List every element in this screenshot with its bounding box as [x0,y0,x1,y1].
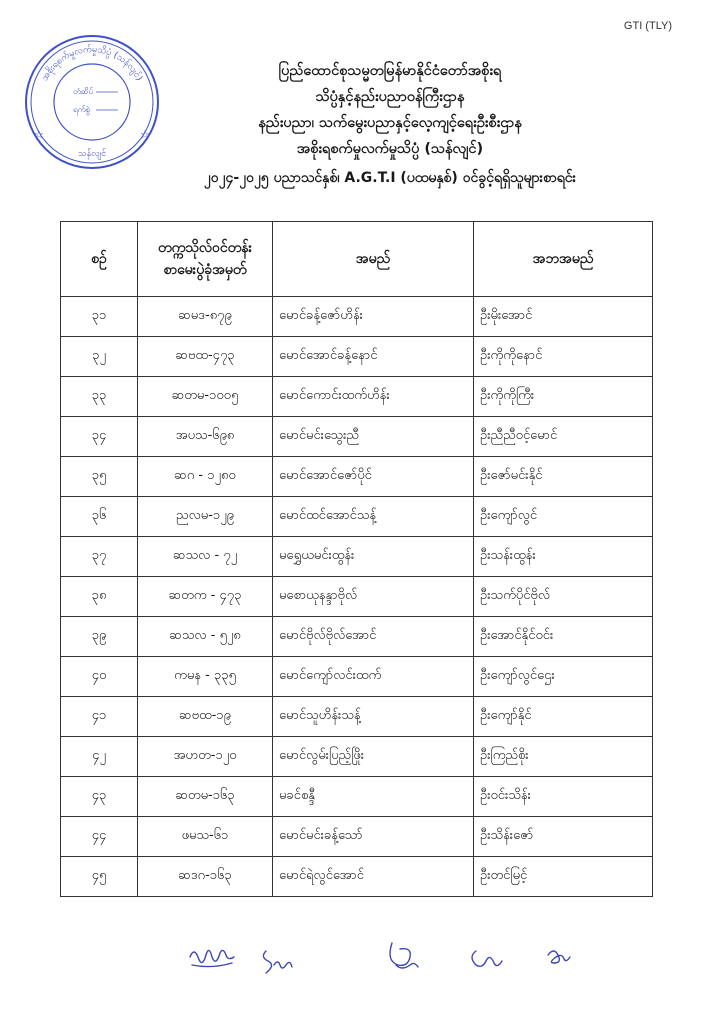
cell-father-name: ဦးညီညီဝင့်မောင် [474,417,653,457]
signatures [0,935,720,985]
table-row [61,577,653,617]
cell-no: ၄၅ [61,857,138,897]
header-line-1: ပြည်ထောင်စုသမ္မတမြန်မာနိုင်ငံတော်အစိုးရ [278,63,502,79]
table-row [61,657,653,697]
cell-no: ၄၄ [61,817,138,857]
cell-no: ၃၁ [61,297,138,337]
cell-no: ၄၁ [61,697,138,737]
table-row [61,417,653,457]
cell-name: မောင်ကောင်းထက်ဟိန်း [273,377,474,417]
table-header-row [61,222,653,297]
cell-exam-roll: ဖမသ-၆၁ [138,817,273,857]
cell-father-name: ဦးအောင်နိုင်ဝင်း [474,617,653,657]
cell-name: မောင်မင်းသွေးညီ [273,417,474,457]
cell-name: မောင်အောင်ဇော်ပိုင် [273,457,474,497]
table-row [61,457,653,497]
cell-father-name: ဦးကျော်လွင် [474,497,653,537]
svg-text:☆: ☆ [140,128,150,141]
svg-text:☆: ☆ [34,128,44,141]
cell-exam-roll: ဆသလ - ၇၂ [138,537,273,577]
cell-name: မောင်သူဟိန်းသန့် [273,697,474,737]
cell-father-name: ဦးကြည်စိုး [474,737,653,777]
cell-no: ၃၇ [61,537,138,577]
column-header-no: စဉ် [61,222,138,297]
cell-exam-roll: ဆတမ-၁၆၃ [138,777,273,817]
cell-father-name: ဦးသက်ပိုင်ဗိုလ် [474,577,653,617]
cell-name: မောင်ထင်အောင်သန့် [273,497,474,537]
table-row [61,537,653,577]
cell-name: မခင်စန္ဒီ [273,777,474,817]
official-seal [18,28,166,176]
column-header-exam-roll: တက္ကသိုလ်ဝင်တန်း စာမေးပွဲခုံအမှတ် [138,222,273,297]
cell-father-name: ဦးမိုးအောင် [474,297,653,337]
cell-exam-roll: ဆဂ - ၁၂၈၀ [138,457,273,497]
cell-name: မောင်ကျော်လင်းထက် [273,657,474,697]
cell-no: ၄၂ [61,737,138,777]
cell-exam-roll: ဆမဒ-၈၇၉ [138,297,273,337]
cell-father-name: ဦးကိုကိုကြီး [474,377,653,417]
cell-exam-roll: ဆတမ-၁၀၀၅ [138,377,273,417]
table-row [61,377,653,417]
signature-marks-icon [0,935,720,985]
cell-name: မောင်အောင်ခန့်နောင် [273,337,474,377]
table-row [61,297,653,337]
header-line-2: သိပ္ပံနှင့်နည်းပညာဝန်ကြီးဌာန [315,89,465,105]
seal-line1: တံဆိပ် [73,87,94,96]
table-row [61,777,653,817]
cell-father-name: ဦးတင်မြင့် [474,857,653,897]
cell-name: မောင်ဗိုလ်ဗိုလ်အောင် [273,617,474,657]
cell-name: မစောယုနန္ဒာဗိုလ် [273,577,474,617]
header-line-4: အစိုးရစက်မှုလက်မှုသိပ္ပံ (သန်လျင်) [296,141,484,157]
cell-name: မောင်လွမ်းပြည့်ဖြိုး [273,737,474,777]
table-row [61,737,653,777]
cell-no: ၃၃ [61,377,138,417]
table-row [61,697,653,737]
cell-father-name: ဦးသိန်းဇော် [474,817,653,857]
cell-no: ၃၄ [61,417,138,457]
cell-name: မောင်ရဲလွင်အောင် [273,857,474,897]
cell-exam-roll: ညလမ-၁၂၉ [138,497,273,537]
cell-father-name: ဦးကျော်နိုင် [474,697,653,737]
cell-name: မရွှေယမင်းထွန်း [273,537,474,577]
column-header-name: အမည် [273,222,474,297]
seal-stamp-icon [18,28,166,176]
cell-no: ၃၅ [61,457,138,497]
table-row [61,497,653,537]
cell-father-name: ဦးကိုကိုနောင် [474,337,653,377]
document-header [150,58,630,191]
cell-exam-roll: ဆတက - ၄၇၃ [138,577,273,617]
cell-name: မောင်ခန့်ဇော်ဟိန်း [273,297,474,337]
list-title: ၂၀၂၄-၂၀၂၅ ပညာသင်နှစ်၊ A.G.T.I (ပထမနှစ်) ဝင်ခွင့်ရရှိသူများစာရင်း [203,170,577,186]
cell-exam-roll: ဆဗထ-၁၉ [138,697,273,737]
cell-no: ၃၉ [61,617,138,657]
table-row [61,617,653,657]
seal-bottom-text: သန်လျင် [77,149,107,159]
table-row [61,337,653,377]
table-row [61,857,653,897]
seal-arc-text: အစိုးရစက်မှုလက်မှုသိပ္ပံ (သန်လျင်) [40,44,144,83]
admission-table [60,221,653,897]
cell-father-name: ဦးဝင်းသိန်း [474,777,653,817]
svg-text:အစိုးရစက်မှုလက်မှုသိပ္ပံ (သန်လ [40,44,144,83]
cell-no: ၃၆ [61,497,138,537]
cell-no: ၃၈ [61,577,138,617]
cell-exam-roll: အဟတ-၁၂၀ [138,737,273,777]
cell-exam-roll: ကမန - ၃၃၅ [138,657,273,697]
table-row [61,817,653,857]
cell-no: ၄၃ [61,777,138,817]
cell-exam-roll: ဆသလ - ၅၂၈ [138,617,273,657]
document-code: GTI (TLY) [623,20,672,32]
cell-father-name: ဦးသန်းထွန်း [474,537,653,577]
cell-exam-roll: အပသ-၆၉၈ [138,417,273,457]
seal-line2: ရက်စွဲ [73,105,90,114]
cell-exam-roll: ဆဗထ-၄၇၃ [138,337,273,377]
header-line-3: နည်းပညာ၊ သက်မွေးပညာနှင့်လေ့ကျင့်ရေးဦးစီးဌာန [258,115,522,131]
column-header-father-name: အဘအမည် [474,222,653,297]
cell-exam-roll: ဆဒဂ-၁၆၃ [138,857,273,897]
cell-father-name: ဦးကျော်လွင်ဌေး [474,657,653,697]
cell-no: ၃၂ [61,337,138,377]
cell-name: မောင်မင်းခန့်သော် [273,817,474,857]
cell-no: ၄၀ [61,657,138,697]
cell-father-name: ဦးဇော်မင်းနိုင် [474,457,653,497]
